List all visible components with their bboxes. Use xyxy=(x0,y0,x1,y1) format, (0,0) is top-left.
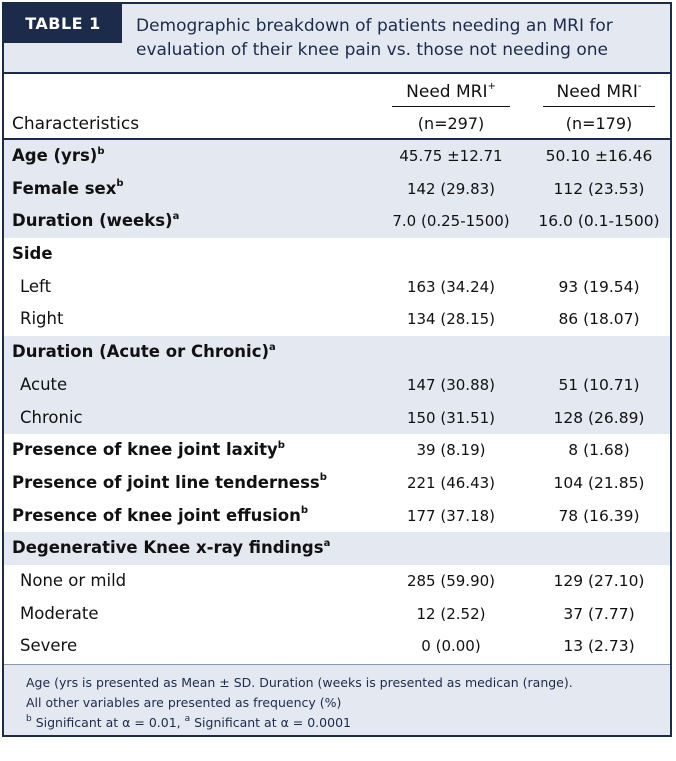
header-divider xyxy=(4,72,670,74)
footnote-line-1: Age (yrs is presented as Mean ± SD. Duration (weeks is presented as medican (range). xyxy=(26,675,573,690)
cell-need-mri-plus: 142 (29.83) xyxy=(406,179,496,198)
cell-need-mri-minus: 78 (16.39) xyxy=(558,506,640,525)
row-label xyxy=(20,630,77,663)
cell-need-mri-plus: 0 (0.00) xyxy=(421,637,481,656)
row-label-superscript: b xyxy=(97,145,105,157)
cell-need-mri-plus: 163 (34.24) xyxy=(406,277,496,296)
row-label-superscript: a xyxy=(269,341,276,353)
row-label-superscript: b xyxy=(319,472,327,484)
row-label-text: None or mild xyxy=(20,570,127,590)
table-row xyxy=(4,467,670,500)
table-row xyxy=(4,500,670,533)
row-label xyxy=(12,173,124,206)
table-row xyxy=(4,565,670,598)
table-badge: TABLE 1 xyxy=(4,4,122,43)
row-label-text: Age (yrs) xyxy=(12,146,98,165)
table-row xyxy=(4,205,670,238)
table-title-line-2: evaluation of their knee pain vs. those not needing one xyxy=(136,40,609,60)
cell-need-mri-minus: 112 (23.53) xyxy=(553,179,645,198)
cell-need-mri-plus: 285 (59.90) xyxy=(406,571,496,590)
cell-need-mri-plus: 12 (2.52) xyxy=(416,604,486,623)
row-label xyxy=(12,140,104,173)
row-label-text: Right xyxy=(20,309,64,329)
footnote-significance-a: Significant at α = 0.0001 xyxy=(190,715,351,730)
row-label-superscript: a xyxy=(172,210,180,222)
cell-need-mri-minus: 16.0 (0.1-1500) xyxy=(538,212,660,231)
table-row xyxy=(4,303,670,336)
cell-need-mri-minus: 51 (10.71) xyxy=(558,375,640,394)
row-label-text: Duration (weeks) xyxy=(12,211,173,231)
row-label xyxy=(12,532,330,565)
table-row xyxy=(4,140,670,173)
row-label xyxy=(20,369,67,402)
cell-need-mri-plus: 147 (30.88) xyxy=(406,375,496,394)
table-header xyxy=(4,4,670,72)
row-label xyxy=(20,402,83,435)
cell-need-mri-minus: 104 (21.85) xyxy=(553,473,645,492)
table-row xyxy=(4,532,670,565)
column-1-n: (n=297) xyxy=(417,114,485,133)
table-row xyxy=(4,598,670,631)
cell-need-mri-minus: 50.10 ±16.46 xyxy=(545,147,653,165)
footnote-line-2: All other variables are presented as frequency (%) xyxy=(26,695,342,710)
cell-need-mri-minus: 128 (26.89) xyxy=(553,408,645,427)
table-row xyxy=(4,369,670,402)
row-label xyxy=(20,565,126,598)
table-body xyxy=(4,140,670,663)
table-frame xyxy=(2,2,672,737)
row-label-text: Chronic xyxy=(20,407,83,427)
row-label-text: Duration (Acute or Chronic) xyxy=(12,342,270,362)
row-label xyxy=(20,598,98,631)
row-label-superscript: a xyxy=(323,537,331,549)
cell-need-mri-minus: 129 (27.10) xyxy=(553,571,645,590)
row-label-text: Moderate xyxy=(20,603,99,623)
column-2-n: (n=179) xyxy=(565,114,633,133)
table-row xyxy=(4,630,670,663)
column-1-title: Need MRI xyxy=(406,82,488,102)
column-2-superscript: - xyxy=(637,81,642,93)
cell-need-mri-minus: 13 (2.73) xyxy=(563,637,635,656)
table-row xyxy=(4,402,670,435)
row-label-text: Presence of joint line tenderness xyxy=(12,472,320,492)
row-label xyxy=(12,205,179,238)
row-label-text: Presence of knee joint effusion xyxy=(12,505,301,525)
cell-need-mri-plus: 221 (46.43) xyxy=(406,473,496,492)
cell-need-mri-plus: 45.75 ±12.71 xyxy=(399,147,503,165)
row-label-text: Acute xyxy=(20,374,68,394)
row-label-text: Side xyxy=(12,244,53,264)
table-row xyxy=(4,336,670,369)
column-2-title: Need MRI xyxy=(556,82,638,102)
row-label xyxy=(12,336,276,369)
cell-need-mri-plus: 7.0 (0.25-1500) xyxy=(392,212,510,231)
footnote-sup-a: a xyxy=(184,713,191,724)
row-label xyxy=(20,271,51,304)
footnote-line-3 xyxy=(26,715,351,730)
row-label-superscript: b xyxy=(300,505,309,517)
footnote-sup-b: b xyxy=(26,713,32,724)
table-row xyxy=(4,434,670,467)
footnote-significance-b: Significant at α = 0.01, xyxy=(31,715,185,730)
cell-need-mri-plus: 150 (31.51) xyxy=(406,408,496,427)
row-label-text: Female sex xyxy=(12,178,117,198)
cell-need-mri-minus: 37 (7.77) xyxy=(563,604,635,623)
row-label xyxy=(12,500,308,533)
column-header-need-mri-minus xyxy=(532,82,666,107)
row-label xyxy=(12,467,327,500)
row-label-text: Presence of knee joint laxity xyxy=(12,440,278,460)
row-label-text: Left xyxy=(20,276,52,296)
row-label xyxy=(12,434,285,467)
row-label xyxy=(12,238,53,271)
row-label-text: Severe xyxy=(20,636,78,656)
table-title-line-1: Demographic breakdown of patients needing an MRI for xyxy=(136,16,613,36)
column-1-superscript: + xyxy=(487,81,496,93)
row-label-superscript: b xyxy=(277,439,285,451)
column-header-need-mri-plus xyxy=(382,82,520,107)
row-label xyxy=(20,303,63,336)
characteristics-header: Characteristics xyxy=(12,114,140,134)
cell-need-mri-minus: 86 (18.07) xyxy=(558,310,640,329)
table-row xyxy=(4,238,670,271)
cell-need-mri-minus: 8 (1.68) xyxy=(568,441,630,460)
cell-need-mri-plus: 39 (8.19) xyxy=(416,441,486,460)
row-label-text: Degenerative Knee x-ray findings xyxy=(12,538,324,558)
table-row xyxy=(4,271,670,304)
row-label-superscript: b xyxy=(116,178,124,190)
table-row xyxy=(4,173,670,206)
table-title xyxy=(136,14,661,62)
cell-need-mri-minus: 93 (19.54) xyxy=(558,277,640,296)
table-footnote xyxy=(4,665,670,735)
cell-need-mri-plus: 134 (28.15) xyxy=(406,310,496,329)
cell-need-mri-plus: 177 (37.18) xyxy=(406,506,496,525)
